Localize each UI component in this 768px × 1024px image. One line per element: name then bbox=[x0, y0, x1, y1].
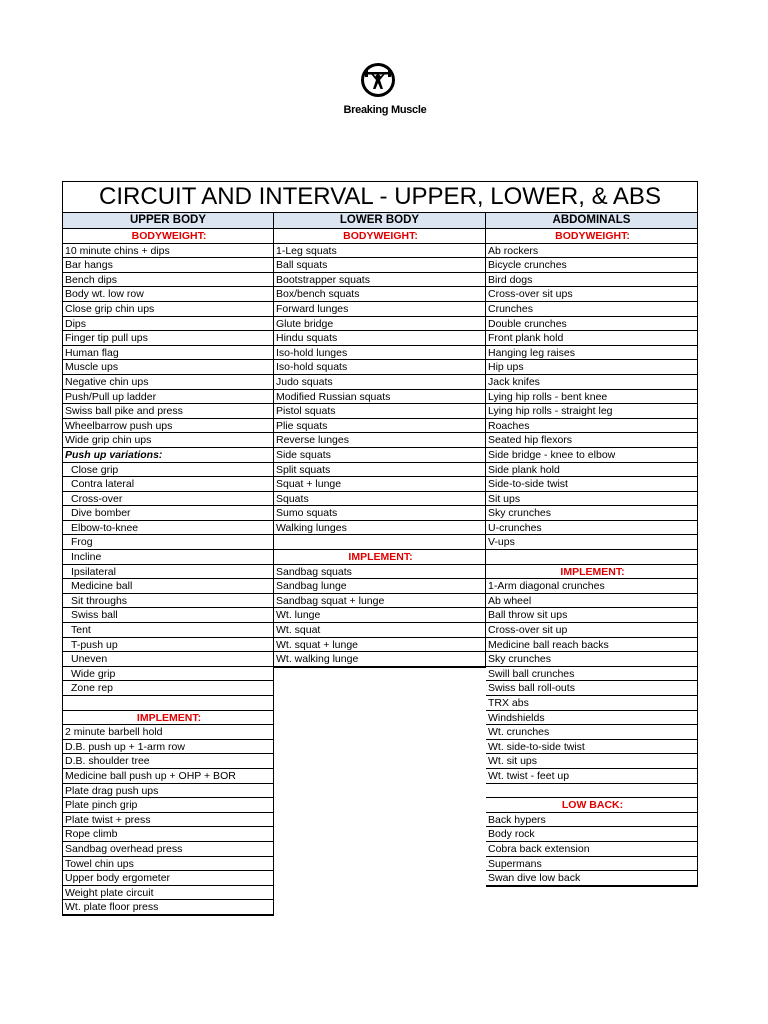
exercise-item: TRX abs bbox=[486, 696, 697, 711]
exercise-item: Wt. squat bbox=[274, 623, 485, 638]
exercise-item: Jack knifes bbox=[486, 375, 697, 390]
lower-body-list bbox=[274, 229, 486, 668]
exercise-item: Body rock bbox=[486, 827, 697, 842]
blank-row bbox=[486, 784, 697, 799]
exercise-item: T-push up bbox=[63, 638, 273, 653]
exercise-item: Wide grip chin ups bbox=[63, 433, 273, 448]
exercise-item: Muscle ups bbox=[63, 360, 273, 375]
brand-name: Breaking Muscle bbox=[343, 104, 427, 116]
exercise-item: Tent bbox=[63, 623, 273, 638]
exercise-item: Lying hip rolls - bent knee bbox=[486, 390, 697, 405]
exercise-item: Wt. crunches bbox=[486, 725, 697, 740]
exercise-item: Forward lunges bbox=[274, 302, 485, 317]
exercise-item: Ab wheel bbox=[486, 594, 697, 609]
exercise-item: Iso-hold squats bbox=[274, 360, 485, 375]
exercise-item: Bench dips bbox=[63, 273, 273, 288]
exercise-item: Split squats bbox=[274, 463, 485, 478]
exercise-item: Box/bench squats bbox=[274, 287, 485, 302]
exercise-item: Contra lateral bbox=[63, 477, 273, 492]
exercise-item: Incline bbox=[63, 550, 273, 565]
exercise-item: Sandbag lunge bbox=[274, 579, 485, 594]
exercise-item: Reverse lunges bbox=[274, 433, 485, 448]
section-label-implement: IMPLEMENT: bbox=[274, 550, 485, 565]
exercise-item: Hip ups bbox=[486, 360, 697, 375]
exercise-item: Swiss ball roll-outs bbox=[486, 681, 697, 696]
exercise-item: Dive bomber bbox=[63, 506, 273, 521]
page-title: CIRCUIT AND INTERVAL - UPPER, LOWER, & ABS bbox=[62, 181, 698, 213]
weightlifter-icon bbox=[360, 62, 396, 98]
exercise-item: Uneven bbox=[63, 652, 273, 667]
exercise-item: Ab rockers bbox=[486, 244, 697, 259]
exercise-item: Cross-over bbox=[63, 492, 273, 507]
exercise-item: Back hypers bbox=[486, 813, 697, 828]
exercise-item: Push/Pull up ladder bbox=[63, 390, 273, 405]
exercise-item: Plie squats bbox=[274, 419, 485, 434]
brand-logo bbox=[330, 62, 440, 120]
blank-row bbox=[274, 535, 485, 550]
exercise-item: Seated hip flexors bbox=[486, 433, 697, 448]
exercise-item: Ipsilateral bbox=[63, 565, 273, 580]
exercise-item: Body wt. low row bbox=[63, 287, 273, 302]
exercise-item: Zone rep bbox=[63, 681, 273, 696]
exercise-item: Lying hip rolls - straight leg bbox=[486, 404, 697, 419]
exercise-item: Side squats bbox=[274, 448, 485, 463]
exercise-item: Wt. side-to-side twist bbox=[486, 740, 697, 755]
upper-body-column bbox=[62, 212, 274, 916]
exercise-item: Wt. sit ups bbox=[486, 754, 697, 769]
abdominals-column bbox=[486, 212, 698, 887]
blank-row bbox=[486, 550, 697, 565]
exercise-item: Swiss ball pike and press bbox=[63, 404, 273, 419]
exercise-item: Roaches bbox=[486, 419, 697, 434]
exercise-item: Modified Russian squats bbox=[274, 390, 485, 405]
exercise-item: Sit ups bbox=[486, 492, 697, 507]
exercise-item: 10 minute chins + dips bbox=[63, 244, 273, 259]
exercise-item: Plate drag push ups bbox=[63, 784, 273, 799]
exercise-item: Wt. walking lunge bbox=[274, 652, 485, 667]
exercise-item: Crunches bbox=[486, 302, 697, 317]
exercise-item: Close grip bbox=[63, 463, 273, 478]
section-label-pushup-variations: Push up variations: bbox=[63, 448, 273, 463]
exercise-item: Plate twist + press bbox=[63, 813, 273, 828]
lower-body-header: LOWER BODY bbox=[274, 212, 486, 229]
exercise-item: Cross-over sit up bbox=[486, 623, 697, 638]
abdominals-header: ABDOMINALS bbox=[486, 212, 698, 229]
exercise-item: Glute bridge bbox=[274, 317, 485, 332]
exercise-item: Bar hangs bbox=[63, 258, 273, 273]
exercise-item: Human flag bbox=[63, 346, 273, 361]
exercise-item: Sandbag overhead press bbox=[63, 842, 273, 857]
exercise-item: Elbow-to-knee bbox=[63, 521, 273, 536]
exercise-item: D.B. push up + 1-arm row bbox=[63, 740, 273, 755]
exercise-item: D.B. shoulder tree bbox=[63, 754, 273, 769]
section-label-bodyweight: BODYWEIGHT: bbox=[274, 229, 485, 244]
exercise-item: Plate pinch grip bbox=[63, 798, 273, 813]
abdominals-list bbox=[486, 229, 698, 887]
exercise-item: Upper body ergometer bbox=[63, 871, 273, 886]
blank-row bbox=[63, 696, 273, 711]
section-label-implement: IMPLEMENT: bbox=[63, 711, 273, 726]
exercise-item: Squats bbox=[274, 492, 485, 507]
exercise-item: Frog bbox=[63, 535, 273, 550]
exercise-item: Side plank hold bbox=[486, 463, 697, 478]
exercise-item: Sky crunches bbox=[486, 652, 697, 667]
exercise-item: Close grip chin ups bbox=[63, 302, 273, 317]
upper-body-header: UPPER BODY bbox=[62, 212, 274, 229]
exercise-item: Medicine ball bbox=[63, 579, 273, 594]
exercise-item: Swan dive low back bbox=[486, 871, 697, 886]
section-label-bodyweight: BODYWEIGHT: bbox=[486, 229, 697, 244]
exercise-item: Bird dogs bbox=[486, 273, 697, 288]
exercise-item: Finger tip pull ups bbox=[63, 331, 273, 346]
exercise-item: Hanging leg raises bbox=[486, 346, 697, 361]
exercise-item: 2 minute barbell hold bbox=[63, 725, 273, 740]
exercise-item: Towel chin ups bbox=[63, 857, 273, 872]
exercise-item: Swill ball crunches bbox=[486, 667, 697, 682]
exercise-item: Weight plate circuit bbox=[63, 886, 273, 901]
exercise-item: Sit throughs bbox=[63, 594, 273, 609]
exercise-item: Side-to-side twist bbox=[486, 477, 697, 492]
exercise-item: Iso-hold lunges bbox=[274, 346, 485, 361]
exercise-item: Walking lunges bbox=[274, 521, 485, 536]
upper-body-list bbox=[62, 229, 274, 916]
exercise-item: Ball throw sit ups bbox=[486, 608, 697, 623]
exercise-item: Wt. plate floor press bbox=[63, 900, 273, 915]
exercise-item: Hindu squats bbox=[274, 331, 485, 346]
exercise-item: Medicine ball push up + OHP + BOR bbox=[63, 769, 273, 784]
exercise-item: Cobra back extension bbox=[486, 842, 697, 857]
section-label-implement: IMPLEMENT: bbox=[486, 565, 697, 580]
exercise-item: Pistol squats bbox=[274, 404, 485, 419]
exercise-item: Front plank hold bbox=[486, 331, 697, 346]
exercise-item: Side bridge - knee to elbow bbox=[486, 448, 697, 463]
exercise-item: Supermans bbox=[486, 857, 697, 872]
exercise-item: Wheelbarrow push ups bbox=[63, 419, 273, 434]
exercise-item: U-crunches bbox=[486, 521, 697, 536]
exercise-item: Bicycle crunches bbox=[486, 258, 697, 273]
exercise-item: Sandbag squat + lunge bbox=[274, 594, 485, 609]
exercise-item: Wt. twist - feet up bbox=[486, 769, 697, 784]
exercise-item: Cross-over sit ups bbox=[486, 287, 697, 302]
exercise-item: Sandbag squats bbox=[274, 565, 485, 580]
exercise-item: Sumo squats bbox=[274, 506, 485, 521]
lower-body-column bbox=[274, 212, 486, 668]
exercise-item: Squat + lunge bbox=[274, 477, 485, 492]
exercise-item: Rope climb bbox=[63, 827, 273, 842]
exercise-item: Negative chin ups bbox=[63, 375, 273, 390]
exercise-item: Sky crunches bbox=[486, 506, 697, 521]
exercise-item: Swiss ball bbox=[63, 608, 273, 623]
section-label-bodyweight: BODYWEIGHT: bbox=[63, 229, 273, 244]
exercise-item: Dips bbox=[63, 317, 273, 332]
exercise-item: 1-Leg squats bbox=[274, 244, 485, 259]
exercise-item: 1-Arm diagonal crunches bbox=[486, 579, 697, 594]
exercise-item: Medicine ball reach backs bbox=[486, 638, 697, 653]
exercise-item: Wt. squat + lunge bbox=[274, 638, 485, 653]
exercise-item: Judo squats bbox=[274, 375, 485, 390]
exercise-item: Wide grip bbox=[63, 667, 273, 682]
exercise-item: Windshields bbox=[486, 711, 697, 726]
exercise-item: Bootstrapper squats bbox=[274, 273, 485, 288]
exercise-item: Double crunches bbox=[486, 317, 697, 332]
exercise-item: V-ups bbox=[486, 535, 697, 550]
exercise-item: Wt. lunge bbox=[274, 608, 485, 623]
section-label-low-back: LOW BACK: bbox=[486, 798, 697, 813]
exercise-item: Ball squats bbox=[274, 258, 485, 273]
